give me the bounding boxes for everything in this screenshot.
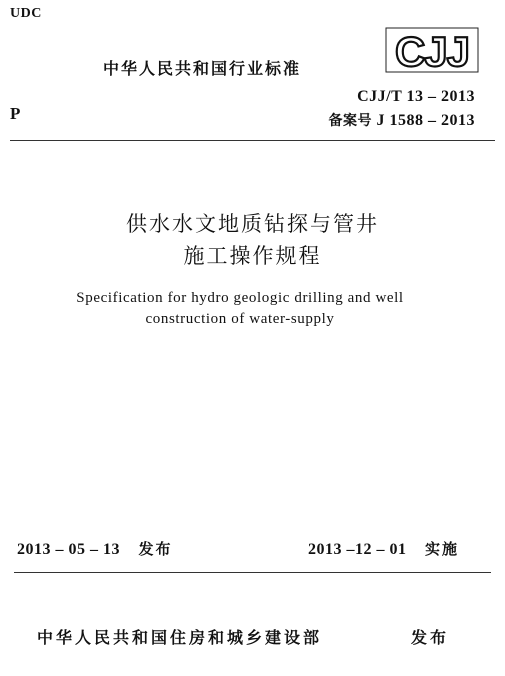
udc-label: UDC <box>10 6 42 21</box>
record-value: J 1588 – 2013 <box>376 112 475 129</box>
logo-text: CJJ <box>394 28 470 75</box>
cjj-logo <box>382 24 482 76</box>
title-zh-line-1: 供水水文地质钻探与管井 <box>126 212 379 236</box>
title-english <box>0 288 480 330</box>
effective-date <box>308 538 459 559</box>
standard-category: 中华人民共和国行业标准 <box>103 59 302 78</box>
bottom-divider <box>14 572 491 573</box>
record-label: 备案号 <box>328 113 372 129</box>
title-chinese <box>0 208 505 272</box>
issue-date <box>17 538 173 559</box>
effective-date-value: 2013 –12 – 01 <box>308 541 407 558</box>
classification-code: P <box>10 104 21 123</box>
effective-label: 实施 <box>425 540 460 558</box>
title-zh-line-2: 施工操作规程 <box>183 244 322 268</box>
issue-date-value: 2013 – 05 – 13 <box>17 541 120 558</box>
issue-label: 发布 <box>138 540 173 558</box>
top-divider <box>10 140 495 141</box>
publish-label: 发布 <box>411 628 450 647</box>
publisher-name: 中华人民共和国住房和城乡建设部 <box>37 628 323 647</box>
title-en-line-2: construction of water-supply <box>145 311 335 327</box>
record-number <box>329 110 476 130</box>
title-en-line-1: Specification for hydro geologic drilling and well <box>76 290 404 306</box>
standard-code: CJJ/T 13 – 2013 <box>357 88 475 105</box>
